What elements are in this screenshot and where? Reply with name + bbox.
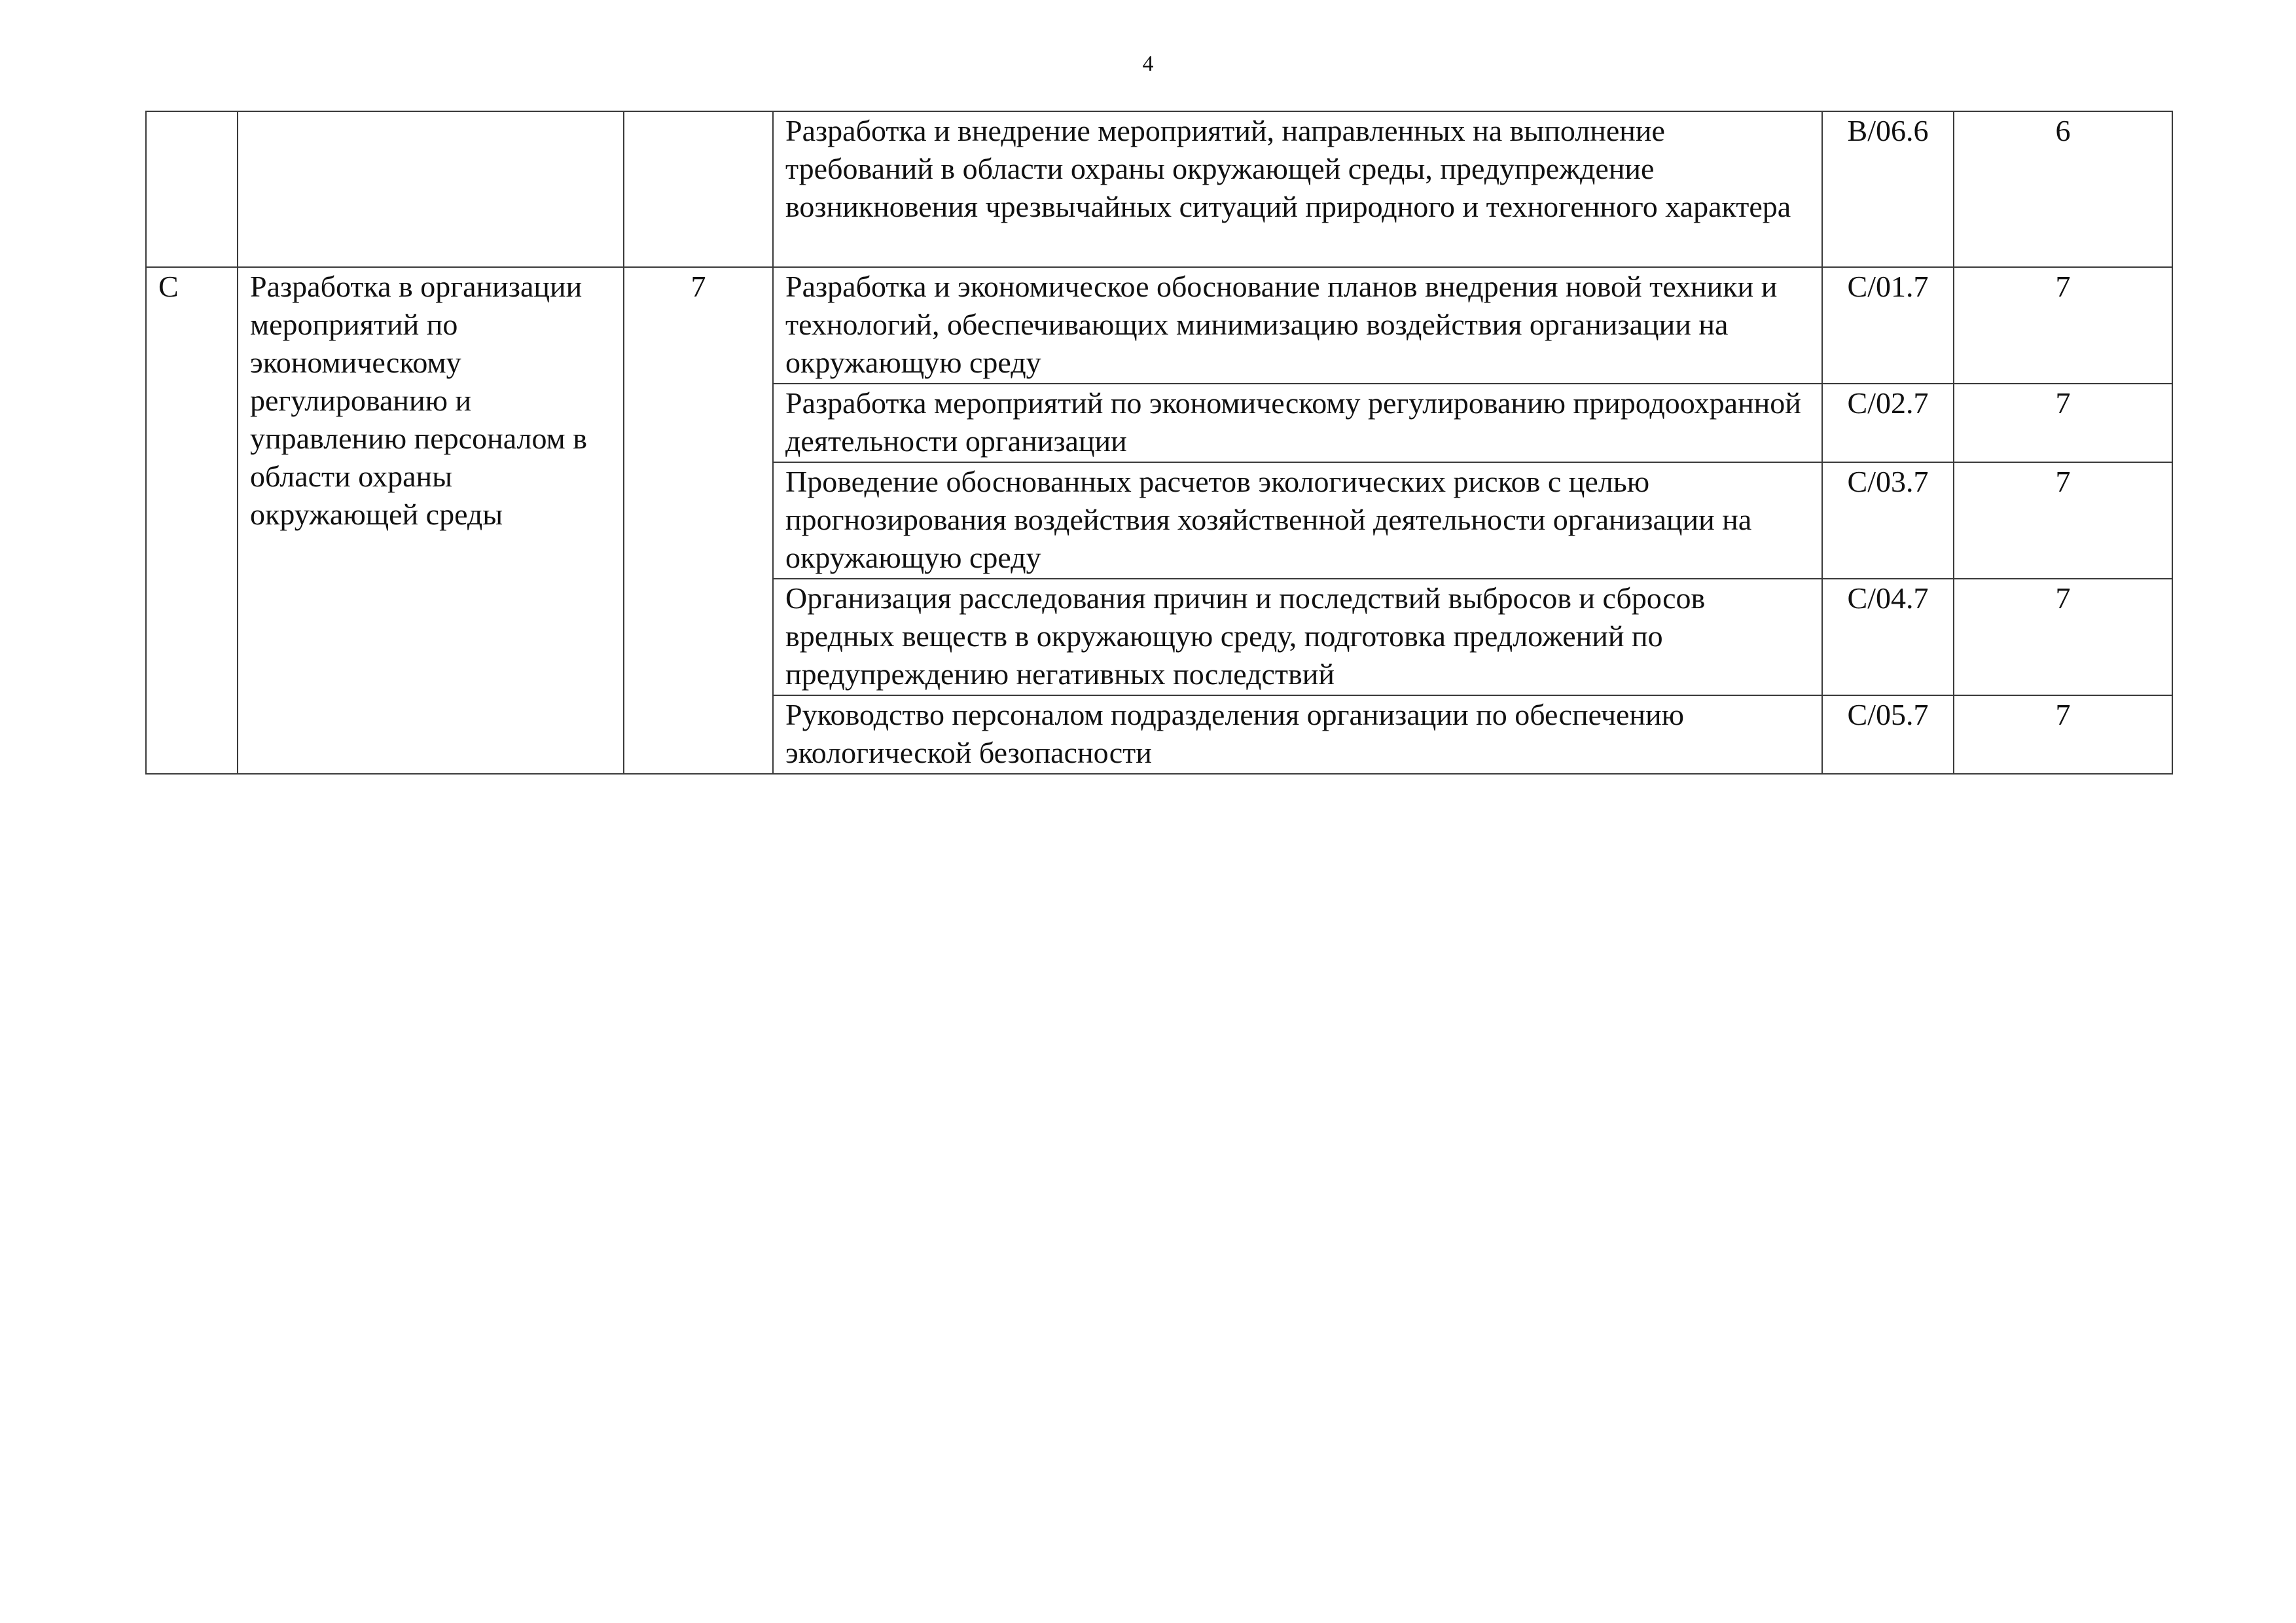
- labor-function-code: C/04.7: [1822, 579, 1954, 695]
- page-number: 4: [1142, 52, 1154, 76]
- empty-cell: [238, 111, 624, 267]
- generalized-function-code: C: [146, 267, 238, 774]
- qualification-sublevel: 7: [1954, 695, 2172, 774]
- qualification-sublevel: 7: [1954, 267, 2172, 384]
- table-row: [146, 111, 2172, 267]
- labor-function-code: C/03.7: [1822, 462, 1954, 579]
- labor-function-name: Проведение обоснованных расчетов экологических рисков с целью прогнозирования воздействия хозяйственной деятельности организации на окружающую среду: [773, 462, 1822, 579]
- labor-function-code: B/06.6: [1822, 111, 1954, 267]
- labor-function-code: C/05.7: [1822, 695, 1954, 774]
- labor-functions-table: [145, 111, 2173, 775]
- qualification-level: 7: [624, 267, 773, 774]
- labor-function-code: C/01.7: [1822, 267, 1954, 384]
- qualification-sublevel: 7: [1954, 579, 2172, 695]
- table-row: [146, 267, 2172, 384]
- labor-function-name: Разработка мероприятий по экономическому регулированию природоохранной деятельности организации: [773, 384, 1822, 462]
- labor-function-code: C/02.7: [1822, 384, 1954, 462]
- generalized-function-name: Разработка в организации мероприятий по экономическому регулированию и управлению персоналом в области охраны окружающей среды: [238, 267, 624, 774]
- qualification-sublevel: 7: [1954, 462, 2172, 579]
- qualification-sublevel: 7: [1954, 384, 2172, 462]
- empty-cell: [624, 111, 773, 267]
- labor-function-name: Руководство персоналом подразделения организации по обеспечению экологической безопасности: [773, 695, 1822, 774]
- empty-cell: [146, 111, 238, 267]
- qualification-sublevel: 6: [1954, 111, 2172, 267]
- labor-function-name: Разработка и внедрение мероприятий, направленных на выполнение требований в области охраны окружающей среды, предупреждение возникновения чрезвычайных ситуаций природного и техногенного характера: [773, 111, 1822, 267]
- labor-function-name: Организация расследования причин и последствий выбросов и сбросов вредных веществ в окружающую среду, подготовка предложений по предупреждению негативных последствий: [773, 579, 1822, 695]
- labor-function-name: Разработка и экономическое обоснование планов внедрения новой техники и технологий, обеспечивающих минимизацию воздействия организации на окружающую среду: [773, 267, 1822, 384]
